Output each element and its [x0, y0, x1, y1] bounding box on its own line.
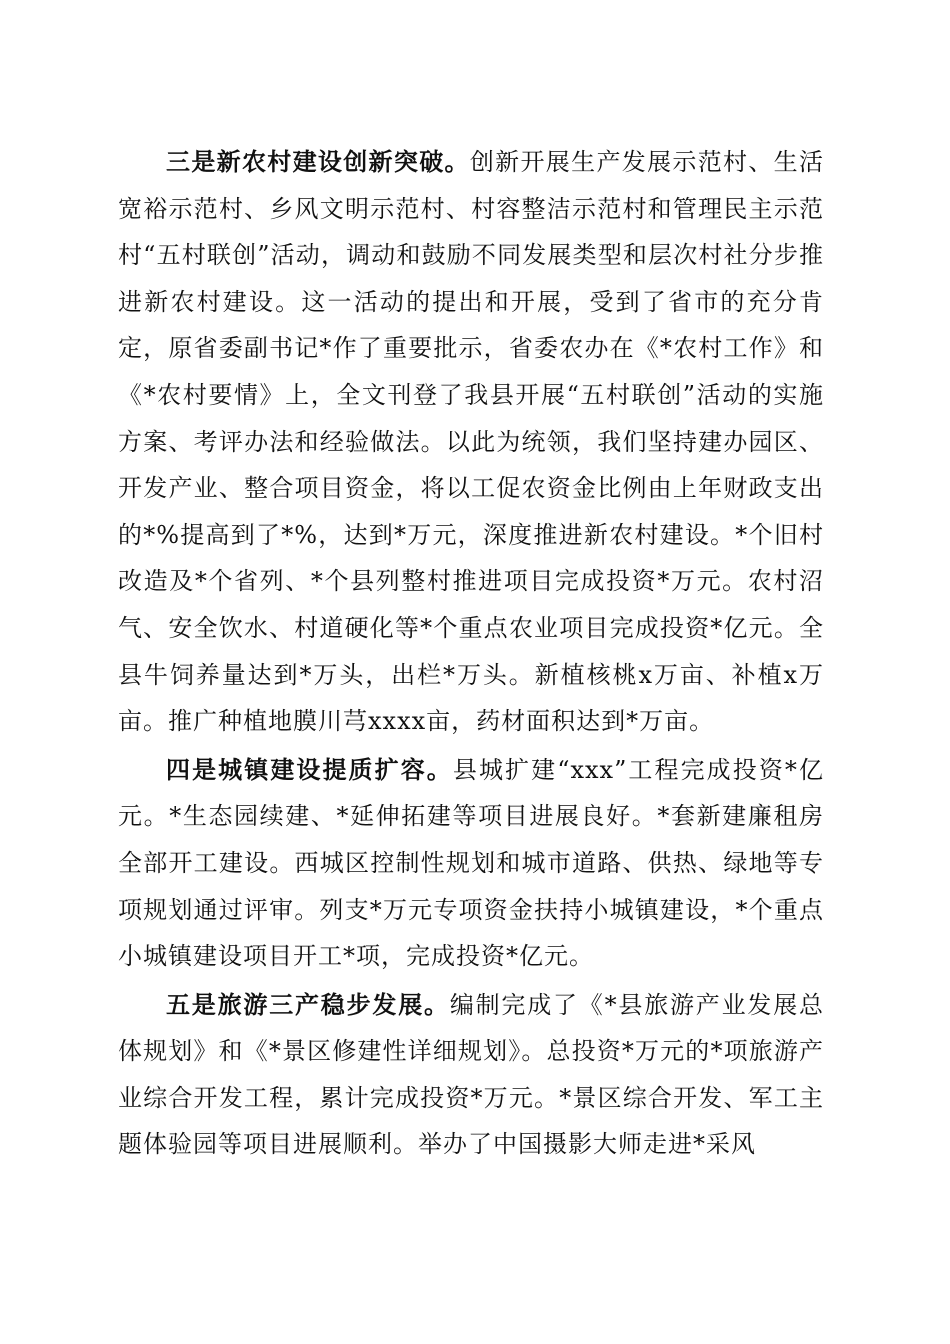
paragraph-heading: 三是新农村建设创新突破。	[166, 147, 470, 176]
paragraph-text: 创新开展生产发展示范村、生活宽裕示范村、乡风文明示范村、村容整洁示范村和管理民主示范村“五村联创”活动，调动和鼓励不同发展类型和层次村社分步推进新农村建设。这一活动的提出和开展，受到了省市的充分肯定，原省委副书记*作了重要批示，省委农办在《*农村工作》和《*农村要情》上，全文刊登了我县开展“五村联创”活动的实施方案、考评办法和经验做法。以此为统领，我们坚持建办园区、开发产业、整合项目资金，将以工促农资金比例由上年财政支出的*%提高到了*%，达到*万元，深度推进新农村建设。*个旧村改造及*个省列、*个县列整村推进项目完成投资*万元。农村沼气、安全饮水、村道硬化等*个重点农业项目完成投资*亿元。全县牛饲养量达到*万头，出栏*万头。新植核桃x万亩、补植x万亩。推广种植地膜川芎xxxx亩，药材面积达到*万亩。	[118, 148, 825, 736]
paragraph-tourism	[118, 982, 824, 1168]
paragraph-new-countryside	[118, 139, 824, 745]
paragraph-text: 编制完成了《*县旅游产业发展总体规划》和《*景区修建性详细规划》。总投资*万元的*项旅游产业综合开发工程，累计完成投资*万元。*景区综合开发、军工主题体验园等项目进展顺利。举办了中国摄影大师走进*采风	[118, 990, 825, 1159]
paragraph-text: 县城扩建“xxx”工程完成投资*亿元。*生态园续建、*延伸拓建等项目进展良好。*套新建廉租房全部开工建设。西城区控制性规划和城市道路、供热、绿地等专项规划通过评审。列支*万元专项资金扶持小城镇建设，*个重点小城镇建设项目开工*项，完成投资*亿元。	[118, 755, 824, 971]
document-body	[118, 139, 824, 1168]
paragraph-heading: 四是城镇建设提质扩容。	[166, 754, 453, 784]
paragraph-urban-construction	[118, 747, 824, 980]
paragraph-heading: 五是旅游三产稳步发展。	[166, 989, 450, 1019]
